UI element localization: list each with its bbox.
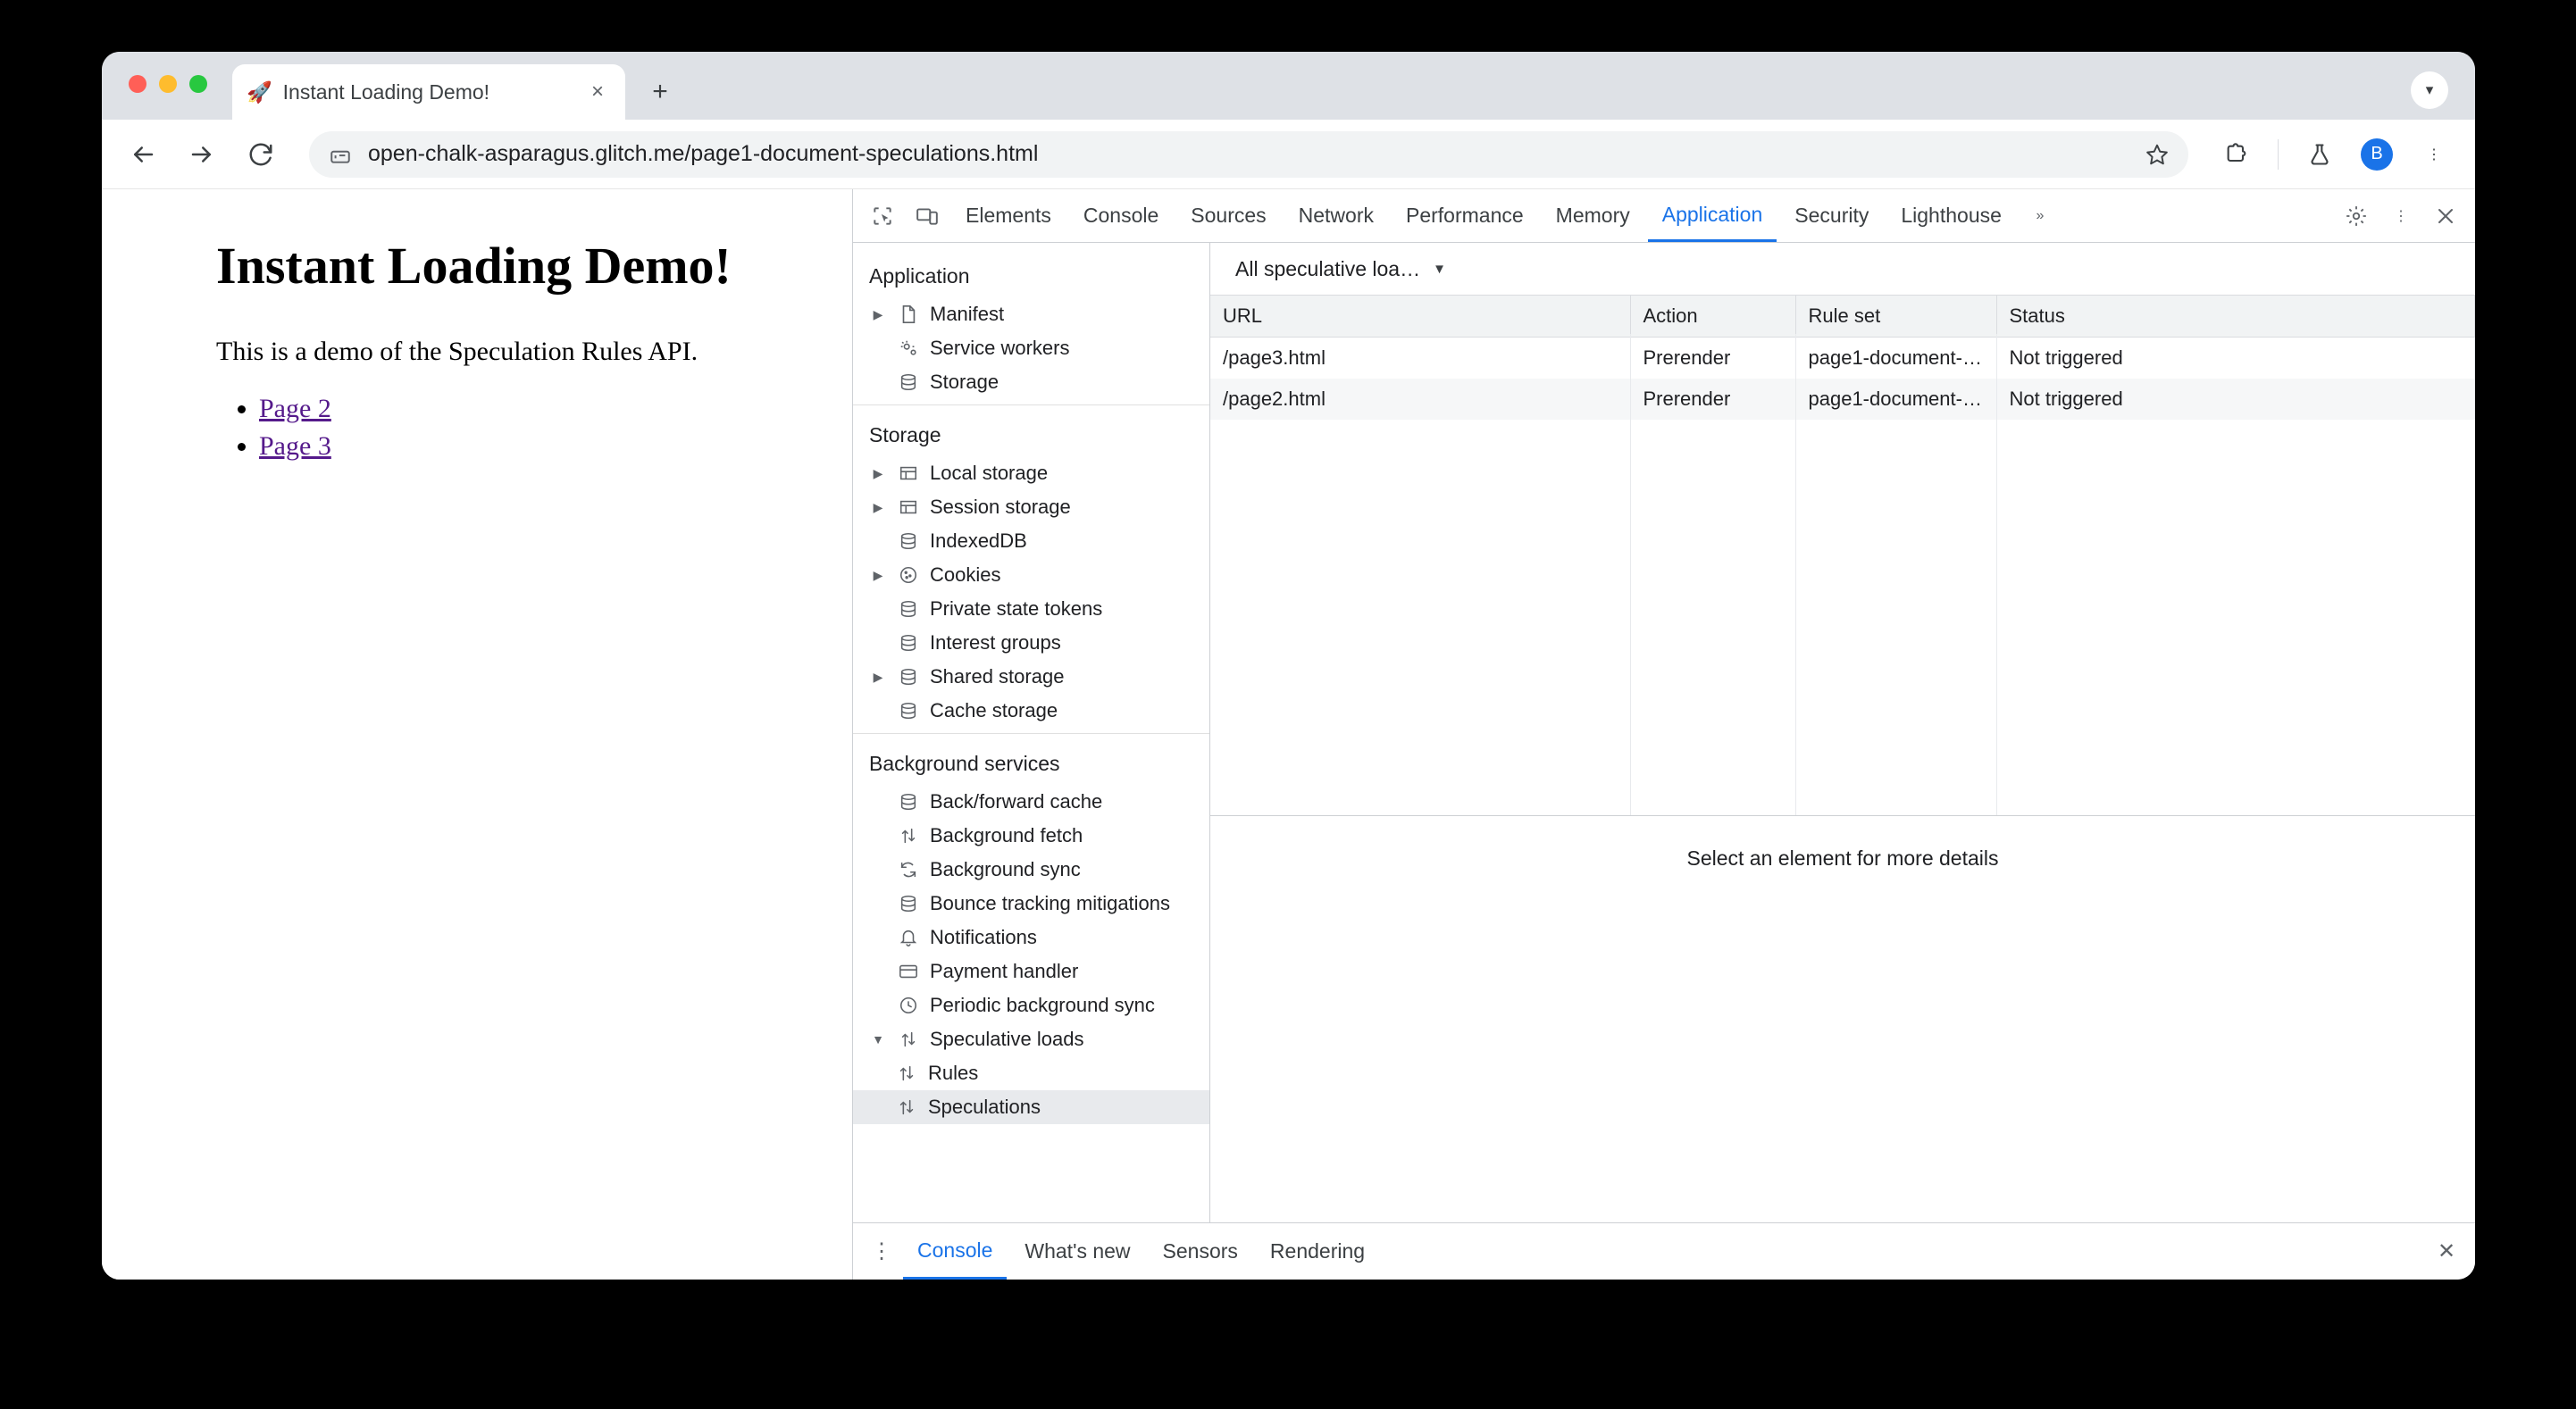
maximize-window-button[interactable]: [189, 75, 207, 93]
arrows-icon: [894, 1063, 919, 1083]
sidebar-item-shared-storage[interactable]: [853, 660, 1209, 694]
browser-menu-icon[interactable]: ⋮: [2427, 146, 2441, 163]
back-button[interactable]: [125, 137, 161, 172]
avatar[interactable]: B: [2361, 138, 2393, 171]
column-header-action[interactable]: Action: [1630, 296, 1795, 338]
new-tab-button[interactable]: +: [652, 77, 668, 106]
devtools-drawer: [853, 1222, 2475, 1280]
sidebar-item-session-storage[interactable]: [853, 490, 1209, 524]
column-header-rule-set[interactable]: Rule set: [1795, 296, 1996, 338]
sidebar-group-storage: Storage: [869, 423, 941, 446]
bell-icon: [896, 928, 921, 947]
cell-url: /page3.html: [1210, 338, 1630, 379]
rocket-icon: 🚀: [247, 79, 272, 104]
database-icon: [896, 531, 921, 551]
sidebar-item-label: Cache storage: [930, 699, 1058, 721]
cell-action: Prerender: [1630, 379, 1795, 420]
table-icon: [896, 463, 921, 483]
database-icon: [896, 599, 921, 619]
tab-sources[interactable]: Sources: [1191, 204, 1267, 227]
sidebar-item-label: Periodic background sync: [930, 994, 1155, 1016]
cookie-icon: [896, 565, 921, 585]
gear-cog-icon: [896, 338, 921, 358]
toolbar-icons: [2219, 137, 2452, 172]
drawer-tab-whats-new[interactable]: What's new: [1025, 1239, 1131, 1263]
link-page-2[interactable]: Page 2: [259, 394, 331, 423]
cell-url: /page2.html: [1210, 379, 1630, 420]
reload-button[interactable]: [243, 137, 279, 172]
sidebar-item-label: Shared storage: [930, 665, 1065, 688]
sidebar-item-notifications[interactable]: [853, 921, 1209, 955]
sidebar-item-private-state-tokens[interactable]: [853, 592, 1209, 626]
close-icon[interactable]: ×: [590, 79, 604, 104]
chevron-right-icon[interactable]: ▶: [873, 465, 883, 480]
chevron-right-icon[interactable]: ▶: [873, 567, 883, 582]
devtools-menu-icon[interactable]: ⋮: [2394, 208, 2408, 224]
tab-performance[interactable]: Performance: [1406, 204, 1524, 227]
drawer-menu-icon[interactable]: ⋮: [871, 1239, 892, 1263]
chevron-right-icon[interactable]: ▶: [873, 499, 883, 514]
sidebar-item-back-forward-cache[interactable]: [853, 785, 1209, 819]
cell-rule-set: page1-document-…: [1795, 379, 1996, 420]
sidebar-item-label: Background sync: [930, 858, 1081, 880]
chevron-down-icon: ▼: [1433, 261, 1446, 277]
database-icon: [896, 701, 921, 721]
database-icon: [896, 894, 921, 913]
sidebar-item-service-workers[interactable]: [853, 331, 1209, 365]
devtools-panel: [852, 189, 2475, 1280]
sidebar-divider: [853, 733, 1209, 734]
sidebar-item-indexeddb[interactable]: [853, 524, 1209, 558]
inspect-icon[interactable]: [862, 196, 903, 236]
minimize-window-button[interactable]: [159, 75, 177, 93]
sidebar-item-background-sync[interactable]: [853, 853, 1209, 887]
url-text: open-chalk-asparagus.glitch.me/page1-document-speculations.html: [368, 141, 1039, 166]
tab-elements[interactable]: Elements: [966, 204, 1051, 227]
chevron-right-icon[interactable]: ▶: [873, 669, 883, 684]
address-bar[interactable]: [309, 131, 2188, 178]
drawer-tab-console[interactable]: Console: [903, 1224, 1007, 1280]
window-controls[interactable]: [129, 75, 207, 93]
link-page-3[interactable]: Page 3: [259, 431, 331, 461]
sidebar-item-label: Cookies: [930, 563, 1001, 586]
sidebar-item-speculations[interactable]: [853, 1090, 1209, 1124]
browser-tab[interactable]: [232, 64, 625, 120]
table-header-row: [1210, 296, 2475, 338]
arrows-icon: [894, 1097, 919, 1117]
speculative-loads-filter-dropdown[interactable]: [1226, 254, 1455, 285]
gear-icon[interactable]: [2336, 196, 2377, 236]
sidebar-item-interest-groups[interactable]: [853, 626, 1209, 660]
device-toolbar-icon[interactable]: [907, 196, 948, 236]
page-paragraph: This is a demo of the Speculation Rules API.: [216, 337, 698, 366]
close-window-button[interactable]: [129, 75, 146, 93]
forward-button[interactable]: [184, 137, 220, 172]
sidebar-item-label: Rules: [928, 1062, 979, 1084]
sidebar-item-label: Service workers: [930, 337, 1070, 359]
toolbar-divider: [2278, 139, 2279, 170]
sidebar-item-rules[interactable]: [853, 1056, 1209, 1090]
sidebar-item-label: IndexedDB: [930, 529, 1027, 552]
sidebar-item-label: Storage: [930, 371, 999, 393]
cell-status: Not triggered: [1996, 379, 2475, 420]
application-sidebar: [853, 243, 1210, 1222]
cell-rule-set: page1-document-…: [1795, 338, 1996, 379]
card-icon: [896, 962, 921, 981]
browser-toolbar: [102, 120, 2475, 189]
sidebar-item-label: Session storage: [930, 496, 1071, 518]
sidebar-item-cache-storage[interactable]: [853, 694, 1209, 728]
chevron-down-icon[interactable]: ▼: [872, 1032, 884, 1046]
clock-icon: [896, 996, 921, 1015]
database-icon: [896, 667, 921, 687]
drawer-tab-sensors[interactable]: Sensors: [1162, 1239, 1238, 1263]
sidebar-item-speculative-loads[interactable]: [853, 1022, 1209, 1056]
drawer-tab-rendering[interactable]: Rendering: [1269, 1239, 1366, 1263]
close-drawer-icon[interactable]: ✕: [2437, 1239, 2456, 1263]
details-area: [1210, 816, 2475, 1222]
tab-network[interactable]: Network: [1298, 204, 1374, 227]
tab-title: Instant Loading Demo!: [282, 79, 490, 104]
labs-icon[interactable]: [2302, 137, 2338, 172]
table-row[interactable]: [1210, 338, 2475, 379]
sync-icon: [896, 860, 921, 880]
column-header-url[interactable]: URL: [1210, 296, 1630, 338]
sidebar-item-background-fetch[interactable]: [853, 819, 1209, 853]
sidebar-item-storage[interactable]: [853, 365, 1209, 399]
devtools-main: [853, 243, 2475, 1222]
devtools-tabbar: [853, 189, 2475, 243]
chevron-right-icon[interactable]: ▶: [873, 306, 883, 321]
window-body: [102, 189, 2475, 1280]
page-title: Instant Loading Demo!: [216, 237, 732, 295]
tab-console[interactable]: Console: [1083, 204, 1159, 227]
sidebar-item-label: Speculations: [928, 1096, 1041, 1118]
speculations-panel: [1210, 243, 2475, 1222]
tab-application[interactable]: Application: [1648, 190, 1777, 242]
sidebar-item-label: Notifications: [930, 926, 1037, 948]
list-item: [259, 394, 852, 424]
sidebar-item-bounce-tracking-mitigations[interactable]: [853, 887, 1209, 921]
panel-filter-bar: [1210, 243, 2475, 295]
extensions-icon[interactable]: [2219, 137, 2254, 172]
sidebar-item-label: Back/forward cache: [930, 790, 1103, 813]
tab-memory[interactable]: Memory: [1555, 204, 1630, 227]
star-icon[interactable]: [2145, 143, 2169, 166]
page-link-list: [216, 394, 852, 462]
table-row[interactable]: [1210, 379, 2475, 420]
details-placeholder: Select an element for more details: [1686, 846, 1999, 870]
chevron-down-icon[interactable]: ▾: [2411, 71, 2448, 109]
sidebar-item-manifest[interactable]: [853, 297, 1209, 331]
file-icon: [896, 304, 921, 324]
cell-action: Prerender: [1630, 338, 1795, 379]
sidebar-item-label: Manifest: [930, 303, 1005, 325]
database-icon: [896, 792, 921, 812]
sidebar-item-label: Payment handler: [930, 960, 1079, 982]
tab-strip: [102, 52, 2475, 120]
sidebar-group-application: Application: [869, 264, 970, 288]
table-icon: [896, 497, 921, 517]
database-icon: [896, 372, 921, 392]
sidebar-divider: [853, 404, 1209, 405]
arrows-icon: [896, 826, 921, 846]
sidebar-item-label: Speculative loads: [930, 1028, 1084, 1050]
filter-value: All speculative loa…: [1235, 256, 1421, 280]
page-content: [102, 189, 852, 1280]
sidebar-item-label: Background fetch: [930, 824, 1083, 846]
cell-status: Not triggered: [1996, 338, 2475, 379]
browser-window: [102, 52, 2475, 1280]
arrows-icon: [896, 1030, 921, 1049]
sidebar-item-label: Private state tokens: [930, 597, 1103, 620]
more-tabs-icon[interactable]: »: [2036, 207, 2045, 223]
sidebar-item-cookies[interactable]: [853, 558, 1209, 592]
column-header-status[interactable]: Status: [1996, 296, 2475, 338]
sidebar-group-background-services: Background services: [869, 752, 1060, 775]
sidebar-item-label: Local storage: [930, 462, 1049, 484]
sidebar-item-label: Interest groups: [930, 631, 1061, 654]
database-icon: [896, 633, 921, 653]
sidebar-item-periodic-background-sync[interactable]: [853, 988, 1209, 1022]
close-devtools-icon[interactable]: [2425, 196, 2466, 236]
sidebar-item-local-storage[interactable]: [853, 456, 1209, 490]
tab-security[interactable]: Security: [1794, 204, 1869, 227]
speculations-grid: [1210, 295, 2475, 816]
list-item: [259, 431, 852, 462]
sidebar-item-payment-handler[interactable]: [853, 955, 1209, 988]
speculations-table: [1210, 295, 2475, 420]
site-settings-icon[interactable]: [329, 143, 352, 166]
tab-lighthouse[interactable]: Lighthouse: [1901, 204, 2002, 227]
sidebar-item-label: Bounce tracking mitigations: [930, 892, 1171, 914]
